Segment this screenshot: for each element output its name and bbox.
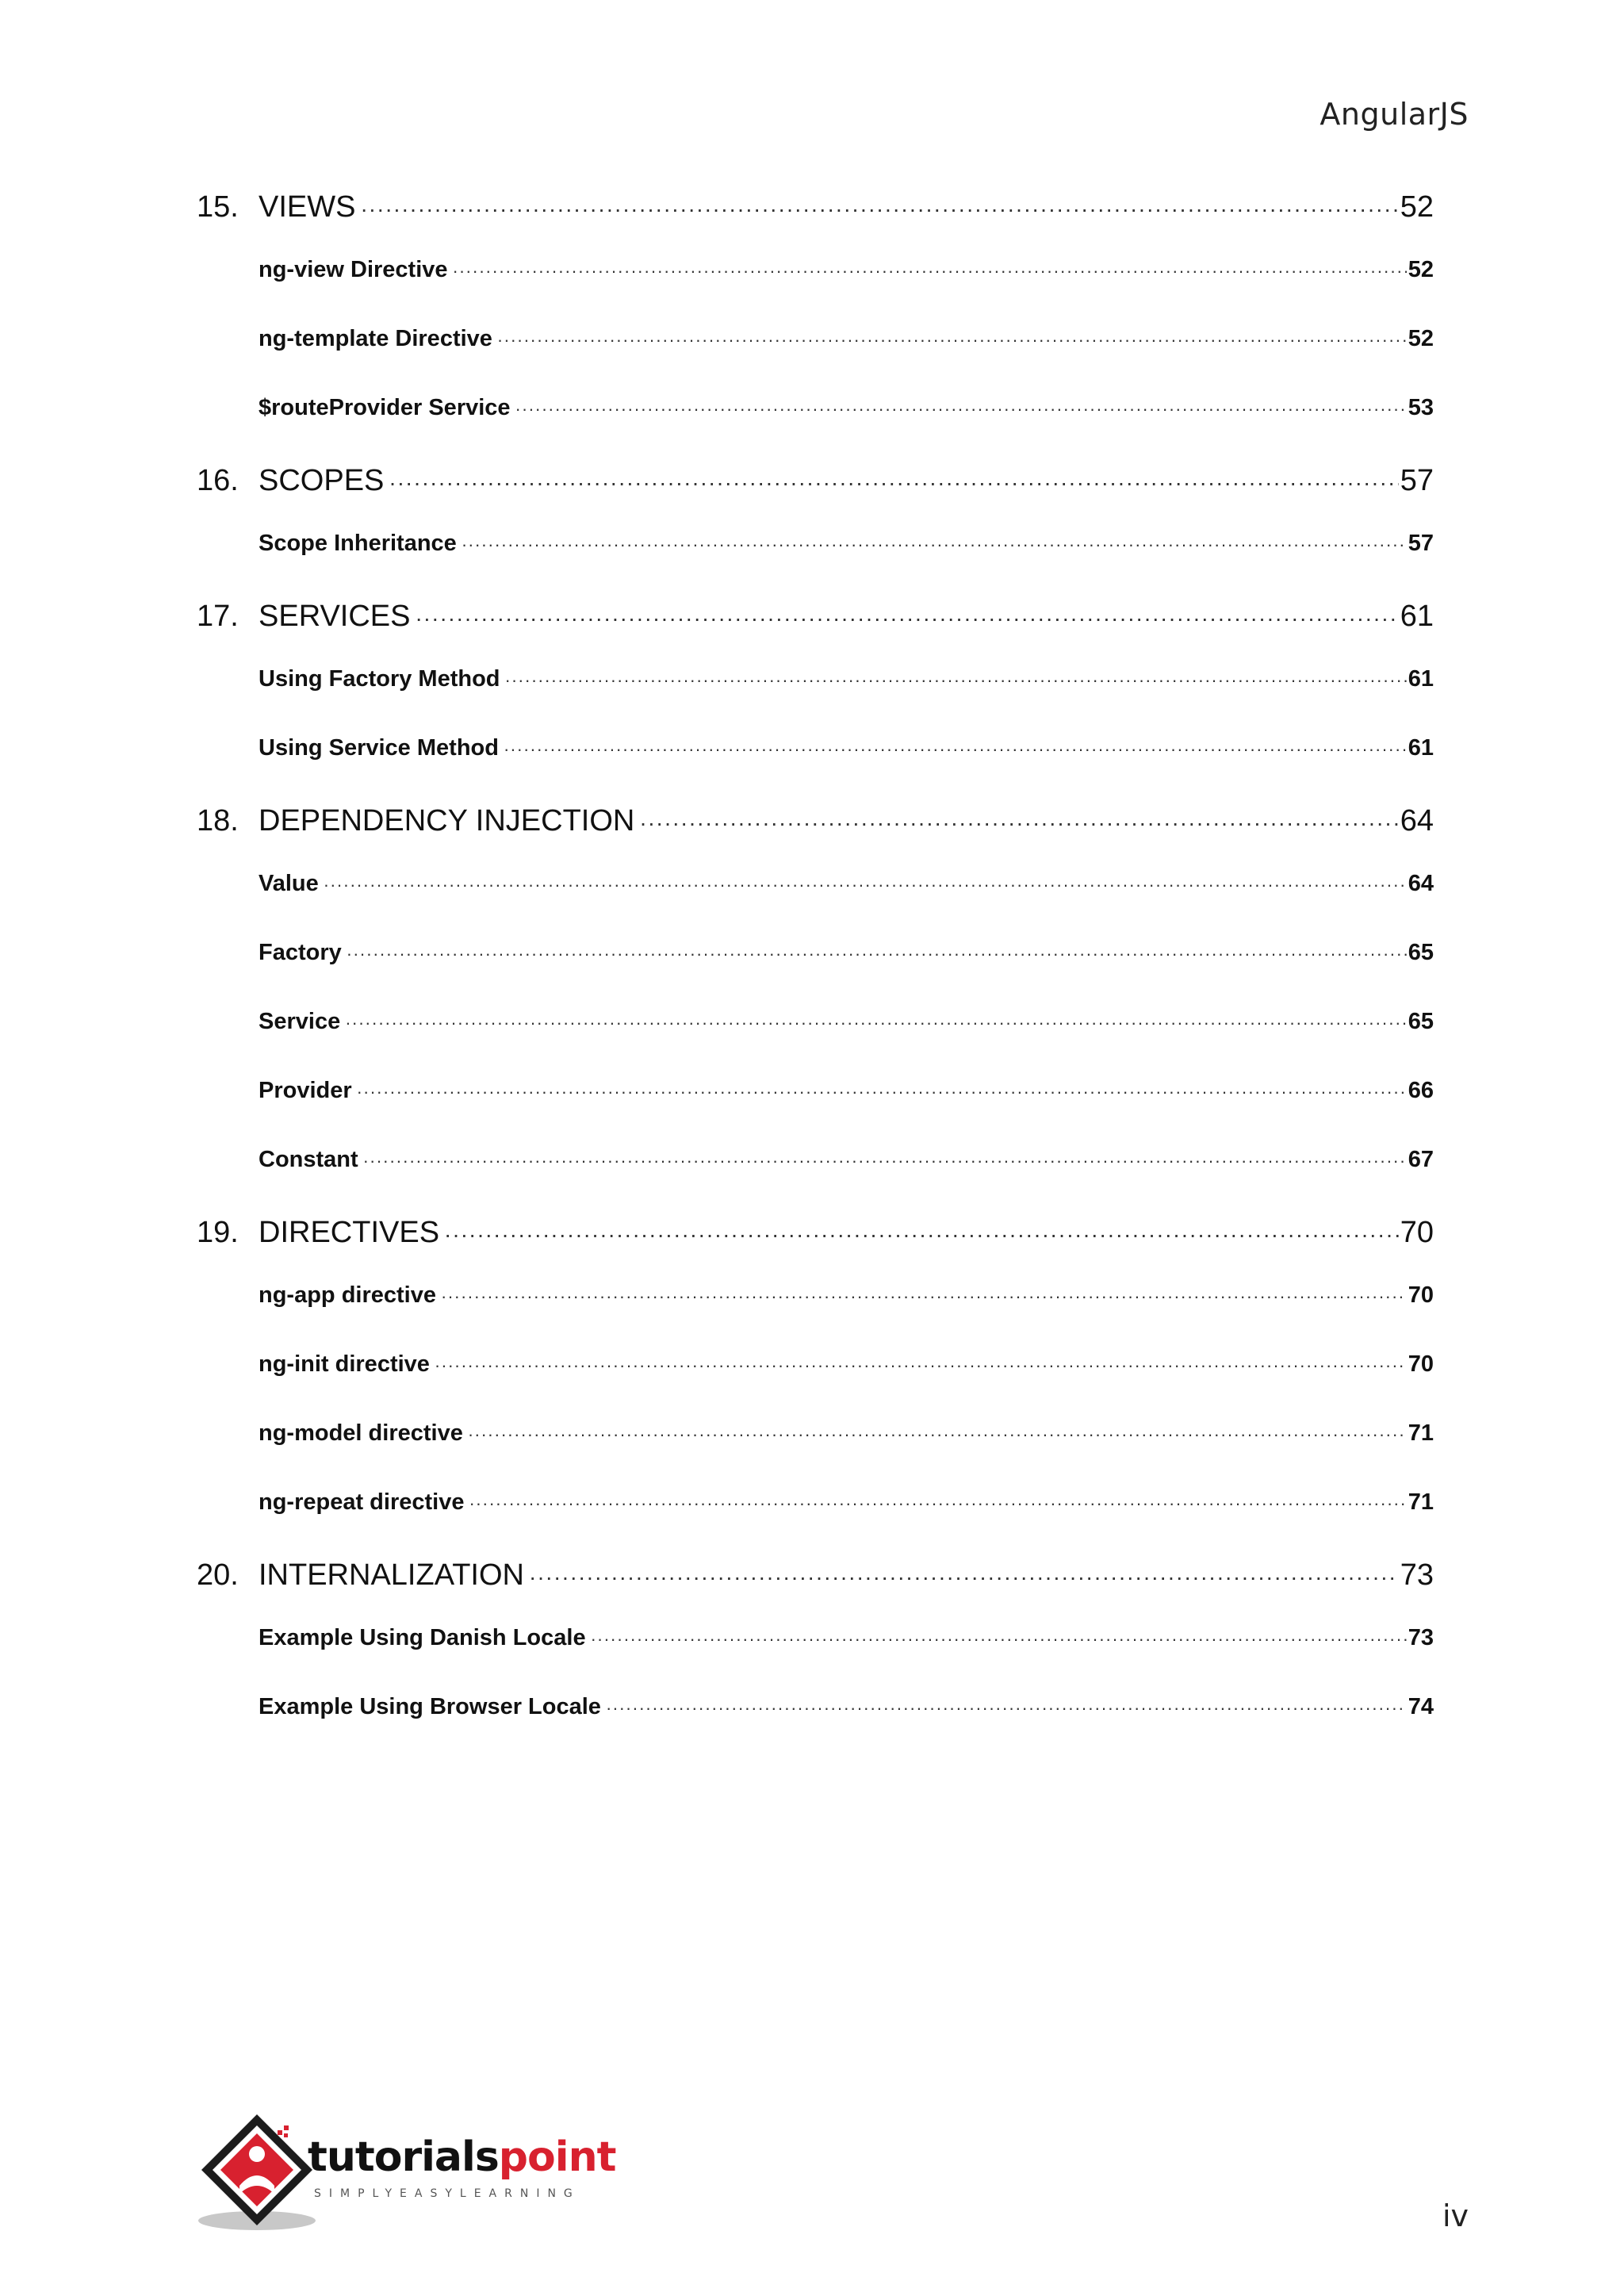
toc-section-page: 65 — [1408, 1009, 1434, 1034]
toc-section-row[interactable] — [259, 1489, 1434, 1523]
toc-section-row[interactable] — [259, 871, 1434, 904]
toc-section-title: ng-view Directive — [259, 257, 448, 282]
toc-chapter-number: 16. — [197, 464, 239, 497]
document-header-title: AngularJS — [1320, 97, 1469, 132]
toc-section-row[interactable] — [259, 395, 1434, 428]
toc-section-title: ng-init directive — [259, 1351, 430, 1377]
toc-dot-leader — [591, 1629, 1407, 1650]
toc-section-title: Scope Inheritance — [259, 531, 457, 556]
toc-chapter-row[interactable] — [197, 804, 1434, 850]
toc-section-page: 64 — [1408, 871, 1434, 896]
toc-section-page: 73 — [1408, 1625, 1434, 1650]
toc-chapter-row[interactable] — [197, 190, 1434, 236]
tutorialspoint-logo — [195, 2110, 616, 2237]
toc-dot-leader — [497, 330, 1407, 351]
toc-section-title: Using Factory Method — [259, 666, 500, 692]
toc-section-row[interactable] — [259, 1351, 1434, 1385]
toc-chapter-number: 17. — [197, 600, 239, 633]
toc-section-title: ng-model directive — [259, 1420, 463, 1446]
toc-section-title: ng-template Directive — [259, 326, 492, 351]
toc-section-title: Using Service Method — [259, 735, 499, 761]
toc-dot-leader — [357, 1082, 1407, 1102]
toc-dot-leader — [363, 1151, 1407, 1171]
toc-section-title: ng-repeat directive — [259, 1489, 465, 1515]
table-of-contents — [197, 190, 1434, 1763]
toc-chapter-page: 61 — [1400, 600, 1434, 633]
toc-section-row[interactable] — [259, 1009, 1434, 1042]
toc-dot-leader — [639, 811, 1398, 836]
toc-section-title: Value — [259, 871, 319, 896]
toc-section-title: $routeProvider Service — [259, 395, 511, 420]
toc-dot-leader — [462, 535, 1407, 555]
logo-tagline: SIMPLYEASYLEARNING — [314, 2187, 580, 2200]
toc-dot-leader — [389, 470, 1398, 496]
toc-section-page: 67 — [1408, 1147, 1434, 1172]
toc-section-row[interactable] — [259, 257, 1434, 290]
toc-dot-leader — [444, 1222, 1399, 1248]
toc-dot-leader — [505, 670, 1407, 691]
toc-section-title: Factory — [259, 940, 342, 965]
toc-chapter-title: DIRECTIVES — [259, 1216, 440, 1249]
toc-chapter-page: 57 — [1400, 464, 1434, 497]
toc-section-row[interactable] — [259, 1420, 1434, 1454]
toc-section-page: 53 — [1408, 395, 1434, 420]
toc-section-page: 71 — [1408, 1489, 1434, 1515]
toc-dot-leader — [435, 1355, 1407, 1376]
toc-chapter-title: INTERNALIZATION — [259, 1558, 524, 1592]
toc-chapter-row[interactable] — [197, 464, 1434, 510]
toc-section-row[interactable] — [259, 1694, 1434, 1727]
toc-section-page: 66 — [1408, 1078, 1434, 1103]
toc-chapter-title: SCOPES — [259, 464, 385, 497]
toc-section-page: 74 — [1408, 1694, 1434, 1719]
toc-chapter-title: SERVICES — [259, 600, 411, 633]
toc-chapter-row[interactable] — [197, 600, 1434, 646]
toc-section-page: 61 — [1408, 735, 1434, 761]
page-number: iv — [1442, 2198, 1469, 2233]
toc-chapter-row[interactable] — [197, 1216, 1434, 1262]
toc-dot-leader — [504, 739, 1407, 760]
toc-chapter-title: VIEWS — [259, 190, 356, 224]
logo-wordmark — [308, 2133, 615, 2181]
toc-section-row[interactable] — [259, 666, 1434, 700]
toc-section-title: Example Using Danish Locale — [259, 1625, 586, 1650]
toc-section-title: Example Using Browser Locale — [259, 1694, 601, 1719]
toc-section-page: 71 — [1408, 1420, 1434, 1446]
toc-section-row[interactable] — [259, 531, 1434, 564]
toc-chapter-number: 18. — [197, 804, 239, 838]
toc-dot-leader — [347, 944, 1407, 964]
toc-dot-leader — [468, 1424, 1407, 1445]
toc-chapter-number: 20. — [197, 1558, 239, 1592]
toc-chapter-page: 52 — [1400, 190, 1434, 224]
toc-section-row[interactable] — [259, 1625, 1434, 1658]
logo-wordmark-part1: tutorials — [308, 2133, 499, 2181]
toc-dot-leader — [606, 1698, 1407, 1719]
toc-chapter-page: 64 — [1400, 804, 1434, 838]
toc-dot-leader — [415, 606, 1398, 631]
toc-section-page: 61 — [1408, 666, 1434, 692]
toc-dot-leader — [324, 875, 1407, 895]
toc-section-page: 70 — [1408, 1351, 1434, 1377]
toc-section-row[interactable] — [259, 326, 1434, 359]
toc-dot-leader — [441, 1286, 1407, 1307]
toc-section-row[interactable] — [259, 1078, 1434, 1111]
toc-chapter-row[interactable] — [197, 1558, 1434, 1604]
toc-dot-leader — [453, 261, 1407, 282]
toc-section-title: Provider — [259, 1078, 352, 1103]
logo-wordmark-part2: point — [498, 2133, 616, 2181]
toc-chapter-number: 15. — [197, 190, 239, 224]
toc-section-page: 57 — [1408, 531, 1434, 556]
toc-section-row[interactable] — [259, 940, 1434, 973]
toc-dot-leader — [360, 197, 1398, 222]
toc-section-page: 52 — [1408, 326, 1434, 351]
toc-dot-leader — [515, 399, 1407, 420]
toc-section-page: 52 — [1408, 257, 1434, 282]
toc-section-row[interactable] — [259, 1147, 1434, 1180]
toc-dot-leader — [529, 1565, 1399, 1590]
toc-section-page: 70 — [1408, 1282, 1434, 1308]
toc-section-title: ng-app directive — [259, 1282, 436, 1308]
toc-chapter-page: 70 — [1400, 1216, 1434, 1249]
toc-section-title: Service — [259, 1009, 341, 1034]
tutorialspoint-diamond-logo-icon — [195, 2110, 322, 2237]
toc-section-row[interactable] — [259, 735, 1434, 769]
toc-chapter-page: 73 — [1400, 1558, 1434, 1592]
toc-chapter-number: 19. — [197, 1216, 239, 1249]
toc-chapter-title: DEPENDENCY INJECTION — [259, 804, 635, 838]
toc-dot-leader — [345, 1013, 1407, 1033]
toc-dot-leader — [469, 1493, 1406, 1514]
toc-section-page: 65 — [1408, 940, 1434, 965]
toc-section-row[interactable] — [259, 1282, 1434, 1316]
toc-section-title: Constant — [259, 1147, 358, 1172]
